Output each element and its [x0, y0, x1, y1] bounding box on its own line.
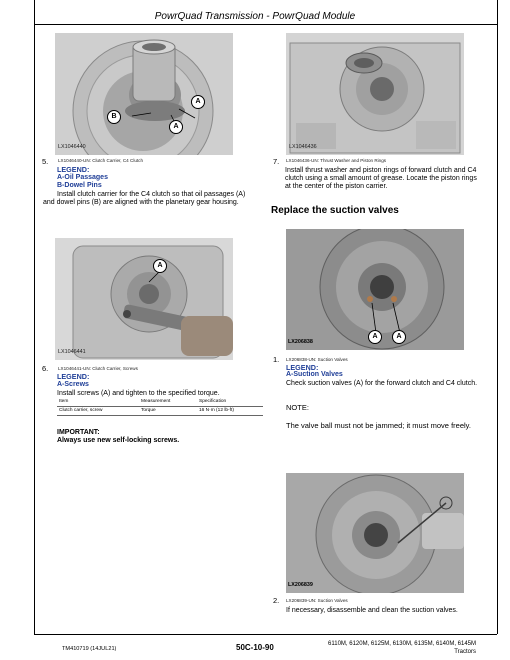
note-label: NOTE: [286, 403, 309, 412]
note-text: The valve ball must not be jammed; it must move freely. [286, 421, 471, 430]
footer-rule [34, 634, 497, 635]
page-title: PowrQuad Transmission - PowrQuad Module [154, 11, 356, 22]
model-list: 6110M, 6120M, 6125M, 6130M, 6135M, 6140M, 6145M [328, 641, 476, 647]
clutch-screws-illustration [55, 238, 233, 360]
instruction-text: If necessary, disassemble and clean the suction valves. [286, 607, 458, 614]
clutch-carrier-illustration [55, 33, 233, 155]
figure-label: LX206838 [288, 339, 313, 345]
figure-clutch-screws [55, 238, 233, 360]
document-id: TM410719 (14JUL21) [62, 646, 117, 652]
header-specification: Specification [199, 399, 227, 404]
step-number: 6. [42, 364, 49, 373]
instruction-text: Install screws (A) and tighten to the specified torque. [57, 390, 220, 397]
figure-reference: LX1046440-UN: Clutch Carrier, C4 Clutch [58, 158, 144, 163]
callout-a: A [153, 259, 167, 273]
callout-b: B [107, 110, 121, 124]
cell-item: Clutch carrier, screw [59, 408, 103, 413]
figure-label: LX206839 [288, 582, 313, 588]
step-number: 5. [42, 157, 49, 166]
model-subtitle: Tractors [454, 649, 476, 655]
cell-specification: 16 N·m (12 lb-ft) [199, 408, 234, 413]
header-rule [34, 24, 497, 25]
legend-item: A-Screws [57, 381, 89, 388]
figure-reference: LX206839-UN: Suction Valves [286, 598, 348, 603]
legend-item: B-Dowel Pins [57, 182, 102, 189]
step-number: 7. [273, 157, 280, 166]
callout-a: A [169, 120, 183, 134]
instruction-text: Install clutch carrier for the C4 clutch so that oil passages (A) [57, 191, 246, 198]
step-number: 2. [273, 596, 280, 605]
figure-suction-valves-cleaning [286, 473, 464, 593]
legend-title: LEGEND: [57, 372, 90, 381]
figure-label: LX1046441 [58, 349, 86, 355]
step-number: 1. [273, 355, 280, 364]
figure-thrust-washer [286, 33, 464, 155]
page-number: 50C-10-90 [236, 643, 274, 652]
thrust-washer-illustration [286, 33, 464, 155]
instruction-text: clutch using a small amount of grease. Locate the piston rings [285, 175, 477, 182]
callout-a: A [392, 330, 406, 344]
legend-item: A-Oil Passages [57, 174, 108, 181]
instruction-text: Install thrust washer and piston rings of forward clutch and C4 [285, 167, 477, 174]
header-measurement: Measurement [141, 399, 171, 404]
spec-table [57, 399, 263, 417]
table-rule [57, 406, 263, 407]
legend-title: LEGEND: [286, 363, 319, 372]
important-label: IMPORTANT: [57, 429, 100, 436]
callout-a: A [191, 95, 205, 109]
callout-a: A [368, 330, 382, 344]
instruction-text: at the center of the piston carrier. [285, 183, 388, 190]
table-rule [57, 415, 263, 416]
instruction-text: Check suction valves (A) for the forward clutch and C4 clutch. [286, 380, 478, 387]
figure-reference: LX206838-UN: Suction Valves [286, 357, 348, 362]
figure-reference: LX1046441-UN: Clutch Carrier, Screws [58, 366, 138, 371]
legend-item: A-Suction Valves [286, 371, 343, 378]
header-item: Item [59, 399, 69, 404]
suction-valves-cleaning-illustration [286, 473, 464, 593]
figure-label: LX1046436 [289, 144, 317, 150]
figure-label: LX1046440 [58, 144, 86, 150]
legend-title: LEGEND: [57, 165, 90, 174]
figure-suction-valves [286, 229, 464, 350]
instruction-text: and dowel pins (B) are aligned with the planetary gear housing. [43, 199, 239, 206]
cell-measurement: Torque [141, 408, 156, 413]
figure-reference: LX1046436-UN: Thrust Washer and Piston Rings [286, 158, 387, 163]
figure-clutch-carrier [55, 33, 233, 155]
section-heading: Replace the suction valves [271, 205, 399, 216]
important-text: Always use new self-locking screws. [57, 437, 180, 444]
